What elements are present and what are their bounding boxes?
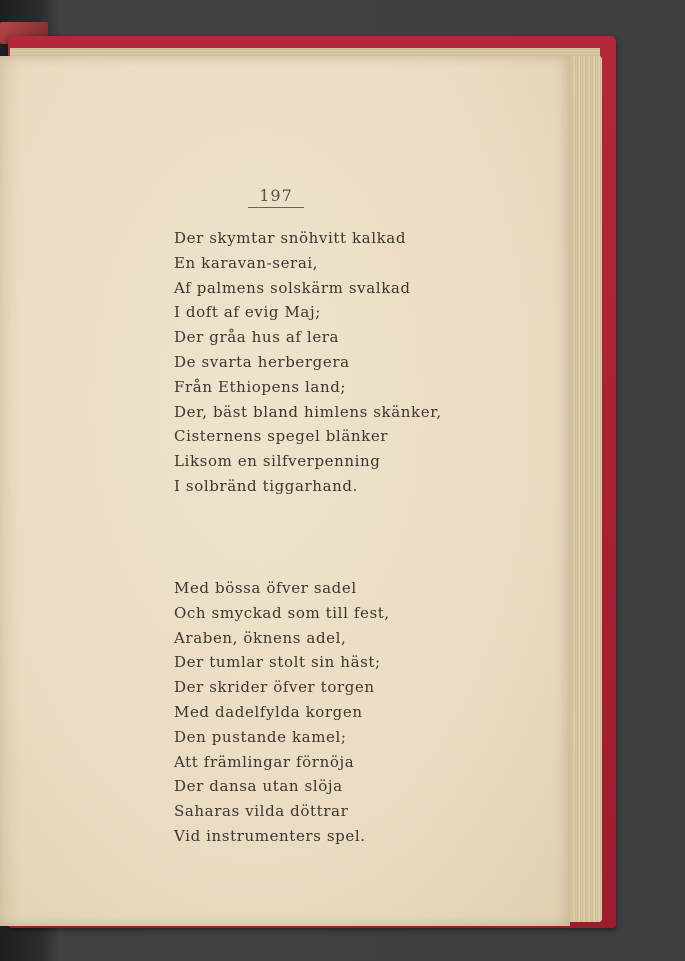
stanza-2 bbox=[174, 576, 390, 849]
verse-line: Den pustande kamel; bbox=[174, 727, 347, 746]
verse-line: Med dadelfylda korgen bbox=[174, 702, 363, 721]
verse-line: Der, bäst bland himlens skänker, bbox=[174, 402, 442, 421]
page-number: 197 bbox=[248, 186, 304, 208]
verse-line: Saharas vilda döttrar bbox=[174, 802, 349, 821]
verse-line: Från Ethiopens land; bbox=[174, 377, 347, 396]
verse-line: Der tumlar stolt sin häst; bbox=[174, 653, 381, 672]
verse-line: Liksom en silfverpenning bbox=[174, 452, 381, 471]
verse-line: I solbränd tiggarhand. bbox=[174, 476, 358, 495]
verse-line: Araben, öknens adel, bbox=[174, 628, 347, 647]
verse-line: Der skrider öfver torgen bbox=[174, 678, 375, 697]
verse-line: Af palmens solskärm svalkad bbox=[174, 278, 411, 297]
verse-line: De svarta herbergera bbox=[174, 352, 350, 371]
verse-line: Och smyckad som till fest, bbox=[174, 603, 390, 622]
verse-line: Der gråa hus af lera bbox=[174, 328, 340, 347]
verse-line: Att främlingar förnöja bbox=[174, 752, 355, 771]
verse-line: En karavan-serai, bbox=[174, 253, 319, 272]
verse-line: Der skymtar snöhvitt kalkad bbox=[174, 229, 407, 247]
verse-line: I doft af evig Maj; bbox=[174, 303, 321, 322]
page-side-edges bbox=[566, 56, 602, 922]
verse-line: Med bössa öfver sadel bbox=[174, 579, 357, 597]
book-page bbox=[0, 56, 570, 926]
verse-line: Der dansa utan slöja bbox=[174, 777, 343, 796]
stanza-1 bbox=[174, 226, 442, 499]
verse-line: Cisternens spegel blänker bbox=[174, 427, 389, 446]
verse-line: Vid instrumenters spel. bbox=[174, 826, 366, 845]
